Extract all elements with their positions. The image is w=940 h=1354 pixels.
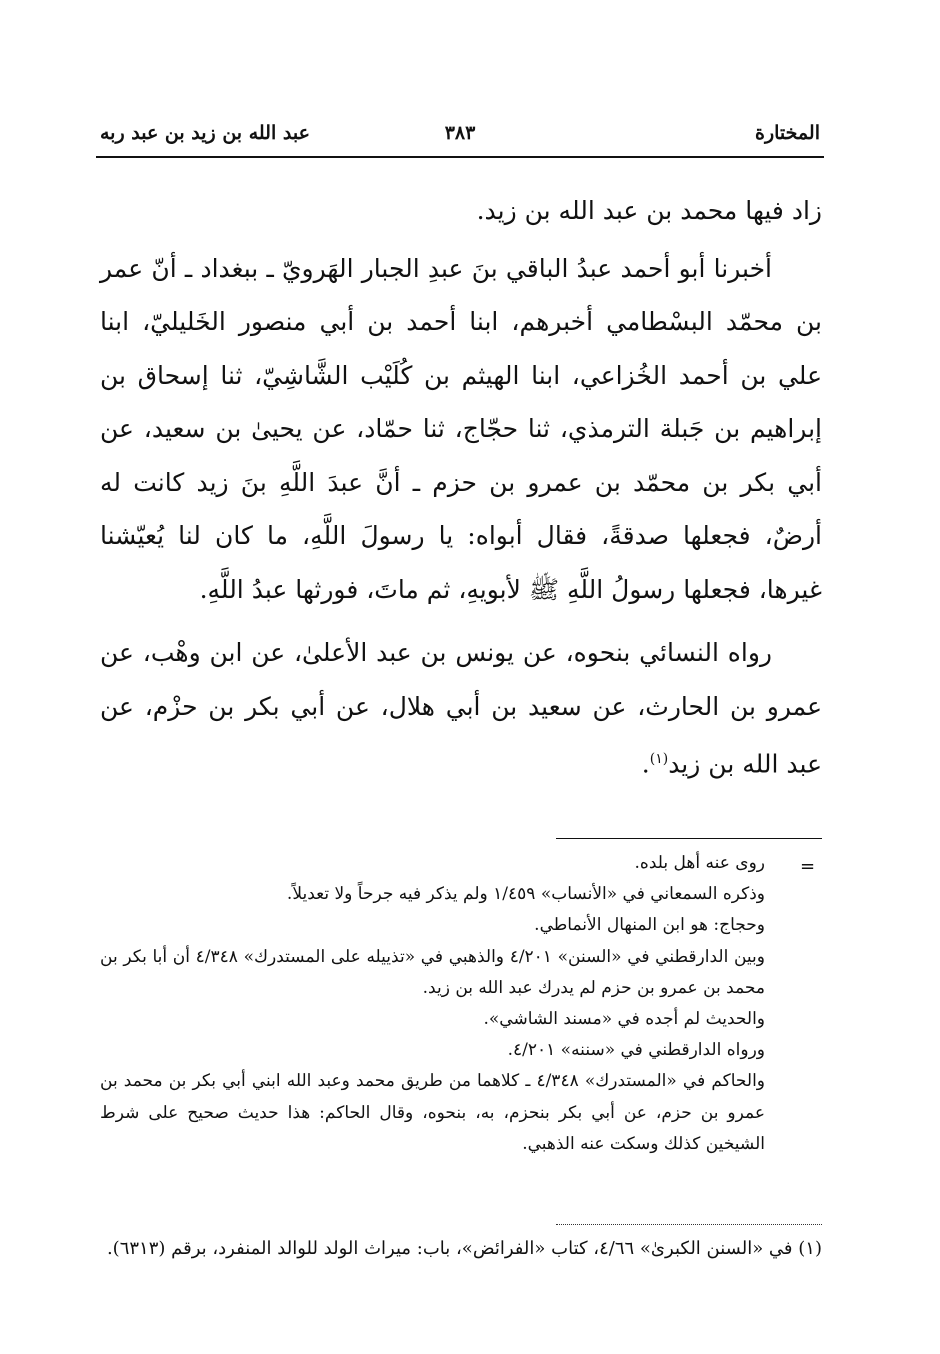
footnote-separator [556,1224,822,1225]
note-line: وحجاج: هو ابن المنهال الأنماطي. [534,915,765,936]
paragraph-3 [100,626,822,791]
footnotes [100,1232,822,1266]
paragraph-3-text: رواه النسائي بنحوه، عن يونس بن عبد الأعلىٰ، عن ابن وهْب، عن عمرو بن الحارث، عن سعيد بن أبي هلال، عن أبي بكر بن حزْم، عن عبد الله بن زيد [100,638,822,779]
note-line: والحاكم في «المستدرك» ٤/٣٤٨ ـ كلاهما من طريق محمد وعبد الله ابني أبي بكر بن محمد بن عمرو بن حزم، عن أبي بكر بنحزم، به، بنحوه، وقال الحاكم: هذا حديث صحيح على شرط الشيخين كذلك وسكت عنه الذهبي. [100,1071,765,1154]
continuation-mark: = [800,856,816,877]
carried-notes [100,848,765,1160]
note-line: وبين الدارقطني في «السنن» ٤/٢٠١ والذهبي في «تذييله على المستدرك» ٤/٣٤٨ أن أبا بكر بن محمد بن عمرو بن حزم لم يدرك عبد الله بن زيد. [100,946,765,998]
note-line: روى عنه أهل بلده. [634,853,765,873]
paragraph-1: زاد فيها محمد بن عبد الله بن زيد. [476,196,822,225]
section-title: عبد الله بن زيد بن عبد ربه [100,122,310,144]
note-line: ورواه الدارقطني في «سننه» ٤/٢٠١. [507,1040,765,1061]
note-line: وذكره السمعاني في «الأنساب» ١/٤٥٩ ولم يذكر فيه جرحاً ولا تعديلاً. [286,884,765,905]
paragraph-2: أخبرنا أبو أحمد عبدُ الباقي بنَ عبدِ الجبار الهَرويّ ـ ببغداد ـ أنّ عمر بن محمّد البسْطامي أخبرهم، ابنا أحمد بن أبي منصور الخَليليّ، ابنا علي بن أحمد الخُزاعي، ابنا الهيثم بن كُلَيْب الشَّاشِيّ، ثنا إسحاق بن إبراهيم بن جَبلة الترمذي، ثنا حجّاج، ثنا حمّاد، عن يحيىٰ بن سعيد، عن أبي بكر بن محمّد بن عمرو بن حزم ـ أنَّ عبدَ اللَّهِ بنَ زيد كانت له أرضٌ، فجعلها صدقةً، فقال أبواه: يا رسولَ اللَّهِ، ما كان لنا يُعيّشنا غيرها، فجعلها رسولُ اللَّهِ ﷺ لأبويهِ، ثم ماتَ، فورثها عبدُ اللَّهِ. [100,253,823,604]
note-line: والحديث لم أجده في «مسند الشاشي». [483,1009,765,1030]
main-text [100,184,822,791]
notes-separator [556,838,822,839]
book-title: المختارة [755,122,820,144]
footnote-1: (١) في «السنن الكبرىٰ» ٤/٦٦، كتاب «الفرائض»، باب: ميراث الولد للوالد المنفرد، برقم (٦٣١٣). [106,1238,822,1259]
footnote-ref: (١) [649,751,669,767]
running-header [96,120,824,158]
paragraph-3-end: . [641,749,650,779]
page-number: ٣٨٣ [444,122,476,144]
